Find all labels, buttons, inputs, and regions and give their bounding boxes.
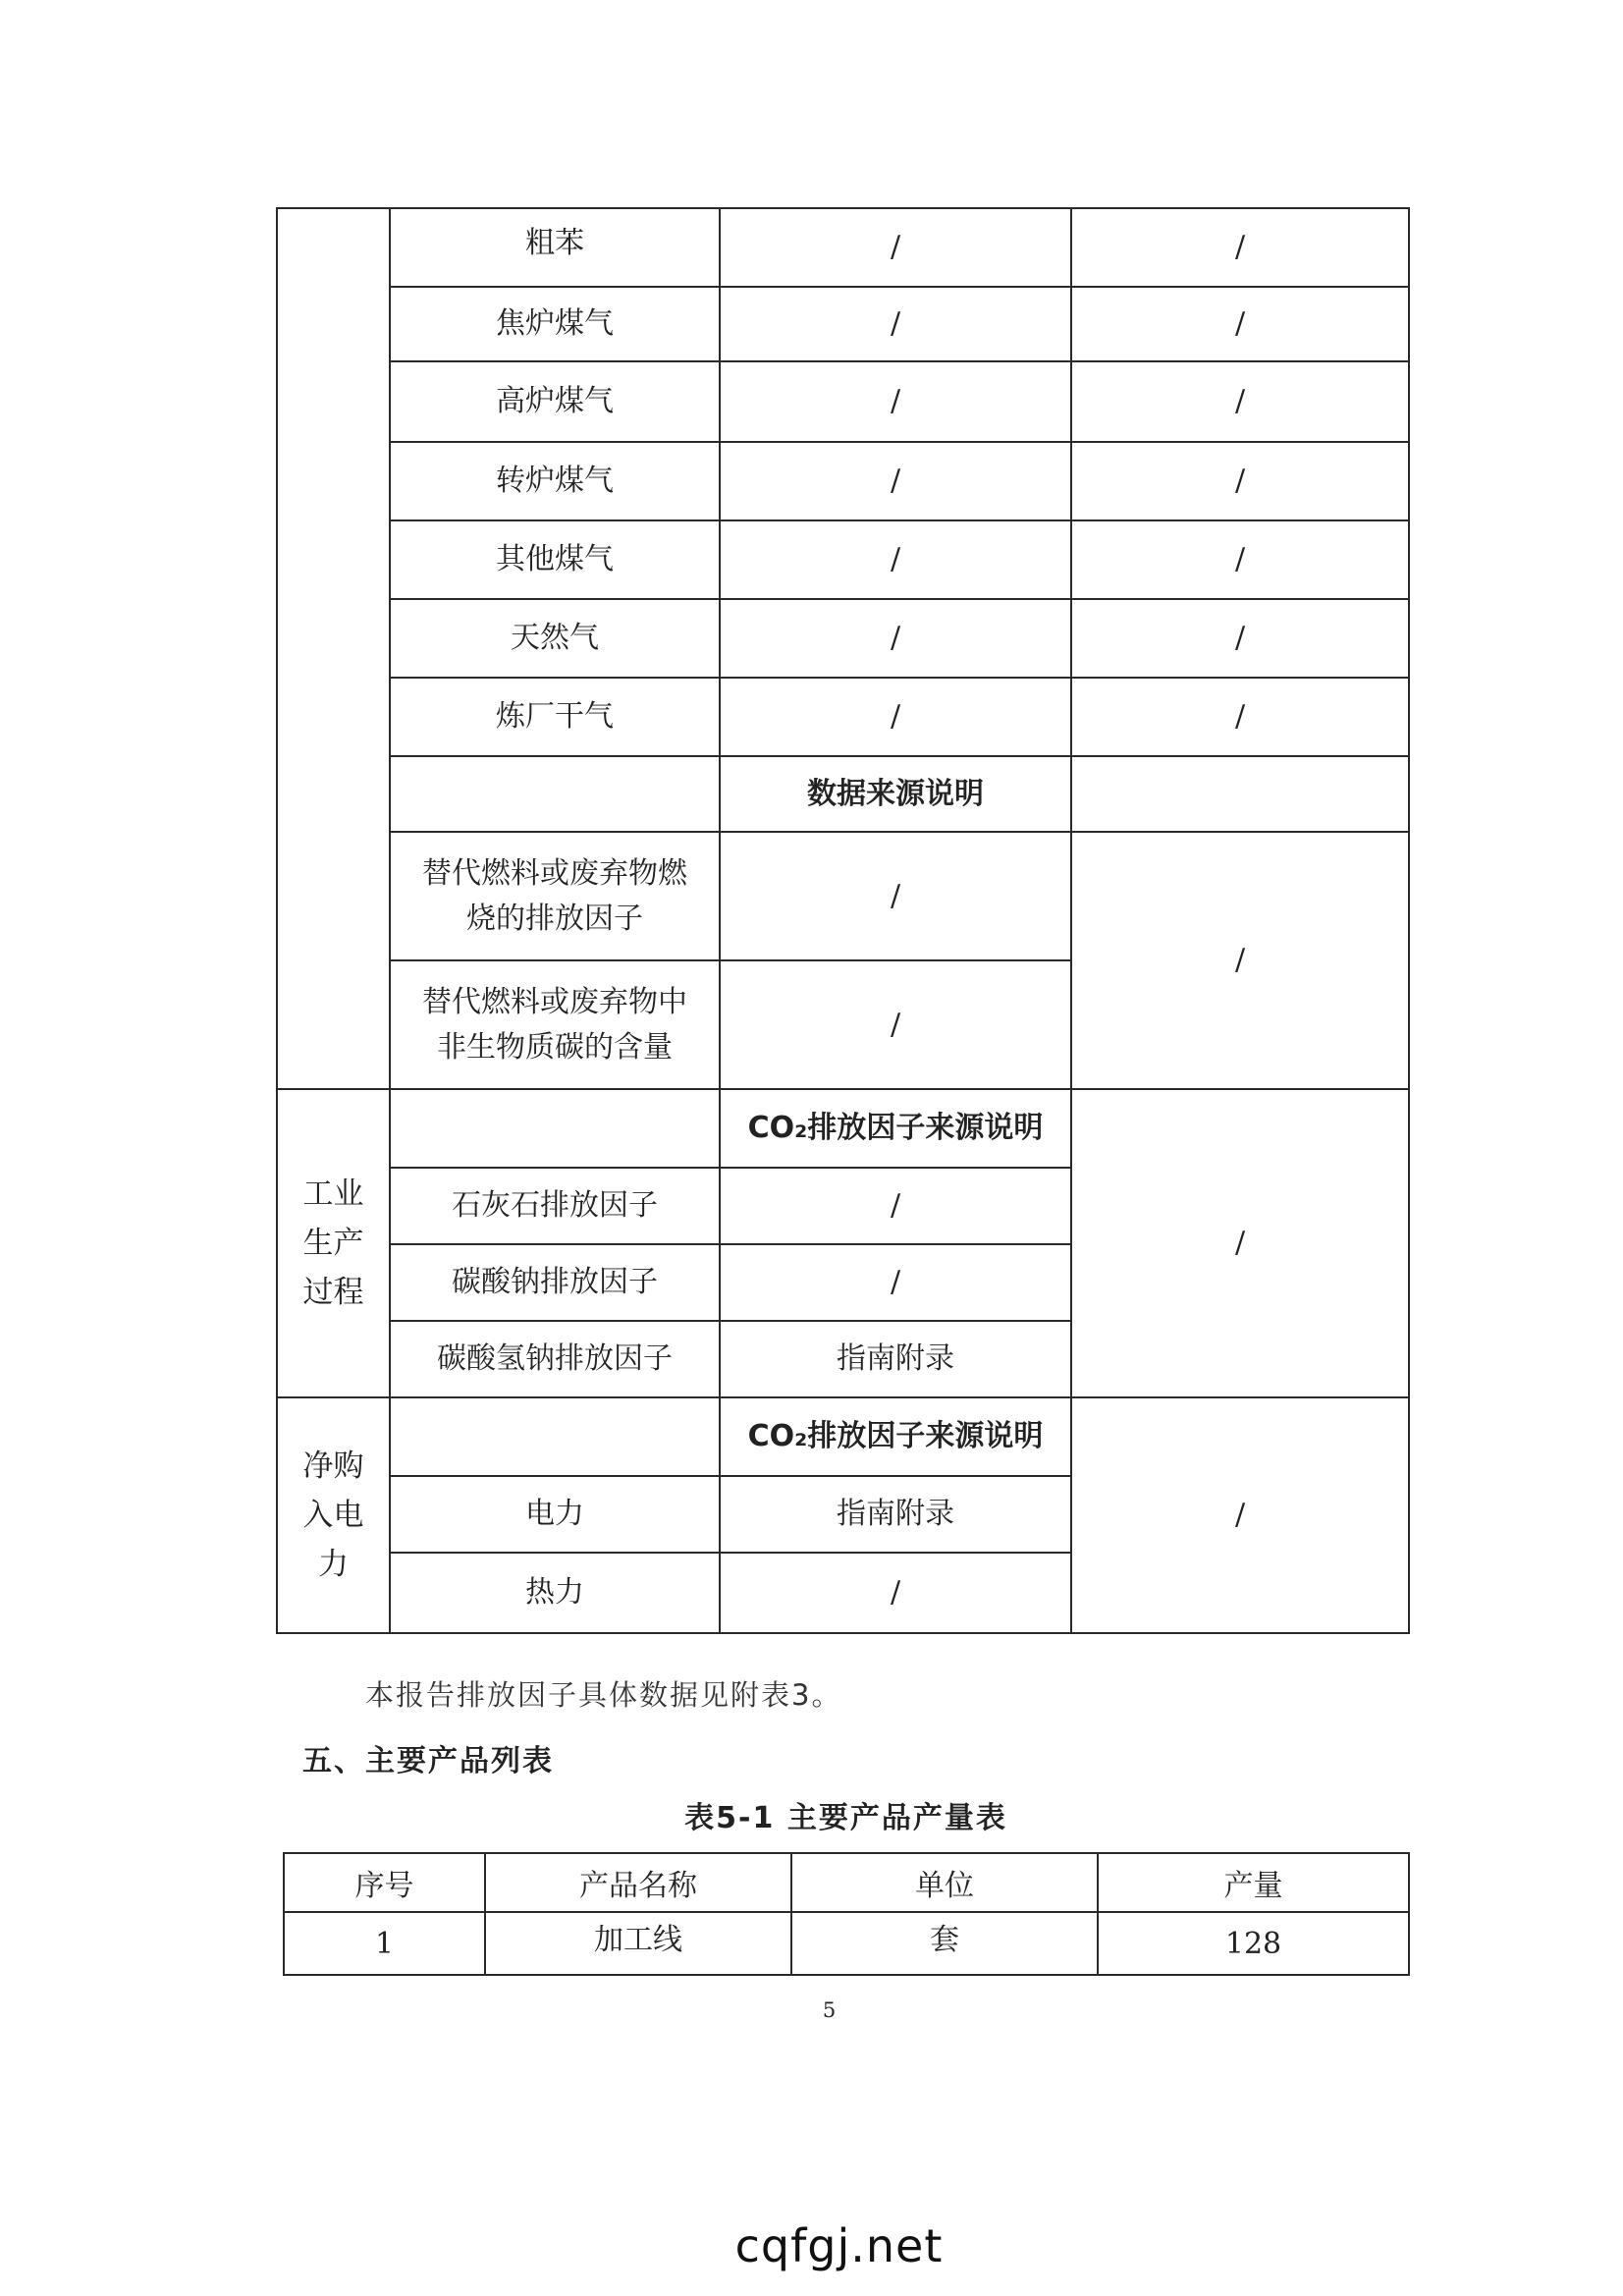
section-title: 五、主要产品列表 [302, 1744, 554, 1778]
table-row [277, 1397, 1409, 1476]
fuel-source-cell: / [1071, 599, 1409, 678]
product-table [283, 1852, 1410, 1976]
note-text: 本报告排放因子具体数据见附表3。 [365, 1678, 842, 1712]
empty-cell [390, 1089, 720, 1168]
fuel-name-cell: 焦炉煤气 [390, 287, 720, 361]
fuel-value-cell: / [720, 442, 1071, 520]
electricity-name-cell: 电力 [390, 1476, 720, 1553]
empty-cell [1071, 756, 1409, 832]
table-row [277, 832, 1409, 960]
empty-cell [390, 1397, 720, 1476]
industrial-category-cell: 工业生产过程 [277, 1089, 390, 1397]
seq-cell: 1 [284, 1912, 485, 1975]
fuel-source-cell: / [1071, 442, 1409, 520]
fuel-source-cell: / [1071, 520, 1409, 599]
fuel-name-cell: 其他煤气 [390, 520, 720, 599]
table-row [277, 520, 1409, 599]
quantity-cell: 128 [1098, 1912, 1409, 1975]
data-source-header: 数据来源说明 [720, 756, 1071, 832]
alt-fuel-merged-cell: / [1071, 832, 1409, 1089]
page-number: 5 [822, 1998, 837, 2022]
table-row [277, 208, 1409, 287]
electricity-name-cell: 热力 [390, 1553, 720, 1633]
industrial-name-cell: 碳酸氢钠排放因子 [390, 1321, 720, 1397]
fuel-name-cell: 炼厂干气 [390, 678, 720, 756]
industrial-merged-cell: / [1071, 1089, 1409, 1397]
alt-fuel-name-cell: 替代燃料或废弃物燃烧的排放因子 [390, 832, 720, 960]
table-row [277, 756, 1409, 832]
industrial-value-cell: 指南附录 [720, 1321, 1071, 1397]
fuel-source-cell: / [1071, 287, 1409, 361]
fuel-name-cell: 高炉煤气 [390, 361, 720, 442]
fuel-name-cell: 天然气 [390, 599, 720, 678]
table-row [277, 599, 1409, 678]
alt-fuel-value-cell: / [720, 832, 1071, 960]
fuel-name-cell: 转炉煤气 [390, 442, 720, 520]
product-name-cell: 加工线 [485, 1912, 791, 1975]
header-cell: 单位 [791, 1853, 1098, 1912]
electricity-merged-cell: / [1071, 1397, 1409, 1633]
watermark: cqfgj.net [734, 2219, 944, 2272]
fuel-category-cell [277, 208, 390, 1089]
fuel-value-cell: / [720, 678, 1071, 756]
fuel-source-cell: / [1071, 208, 1409, 287]
table-row [277, 678, 1409, 756]
emission-factor-table [276, 207, 1410, 1634]
fuel-value-cell: / [720, 208, 1071, 287]
fuel-value-cell: / [720, 361, 1071, 442]
electricity-value-cell: / [720, 1553, 1071, 1633]
header-cell: 产品名称 [485, 1853, 791, 1912]
table-row [277, 1089, 1409, 1168]
table-header-row [284, 1853, 1409, 1912]
industrial-header-cell: CO₂排放因子来源说明 [720, 1089, 1071, 1168]
alt-fuel-value-cell: / [720, 960, 1071, 1089]
alt-fuel-name-cell: 替代燃料或废弃物中非生物质碳的含量 [390, 960, 720, 1089]
empty-cell [390, 756, 720, 832]
table-row [277, 361, 1409, 442]
industrial-value-cell: / [720, 1168, 1071, 1244]
table-row [277, 442, 1409, 520]
fuel-value-cell: / [720, 520, 1071, 599]
fuel-name-cell: 粗苯 [390, 208, 720, 287]
table-row [277, 287, 1409, 361]
header-cell: 产量 [1098, 1853, 1409, 1912]
electricity-category-cell: 净购入电力 [277, 1397, 390, 1633]
industrial-name-cell: 碳酸钠排放因子 [390, 1244, 720, 1321]
fuel-source-cell: / [1071, 678, 1409, 756]
table-caption: 表5-1 主要产品产量表 [684, 1801, 1007, 1835]
fuel-value-cell: / [720, 287, 1071, 361]
electricity-header-cell: CO₂排放因子来源说明 [720, 1397, 1071, 1476]
industrial-name-cell: 石灰石排放因子 [390, 1168, 720, 1244]
unit-cell: 套 [791, 1912, 1098, 1975]
fuel-source-cell: / [1071, 361, 1409, 442]
industrial-value-cell: / [720, 1244, 1071, 1321]
electricity-value-cell: 指南附录 [720, 1476, 1071, 1553]
fuel-value-cell: / [720, 599, 1071, 678]
header-cell: 序号 [284, 1853, 485, 1912]
table-row [284, 1912, 1409, 1975]
